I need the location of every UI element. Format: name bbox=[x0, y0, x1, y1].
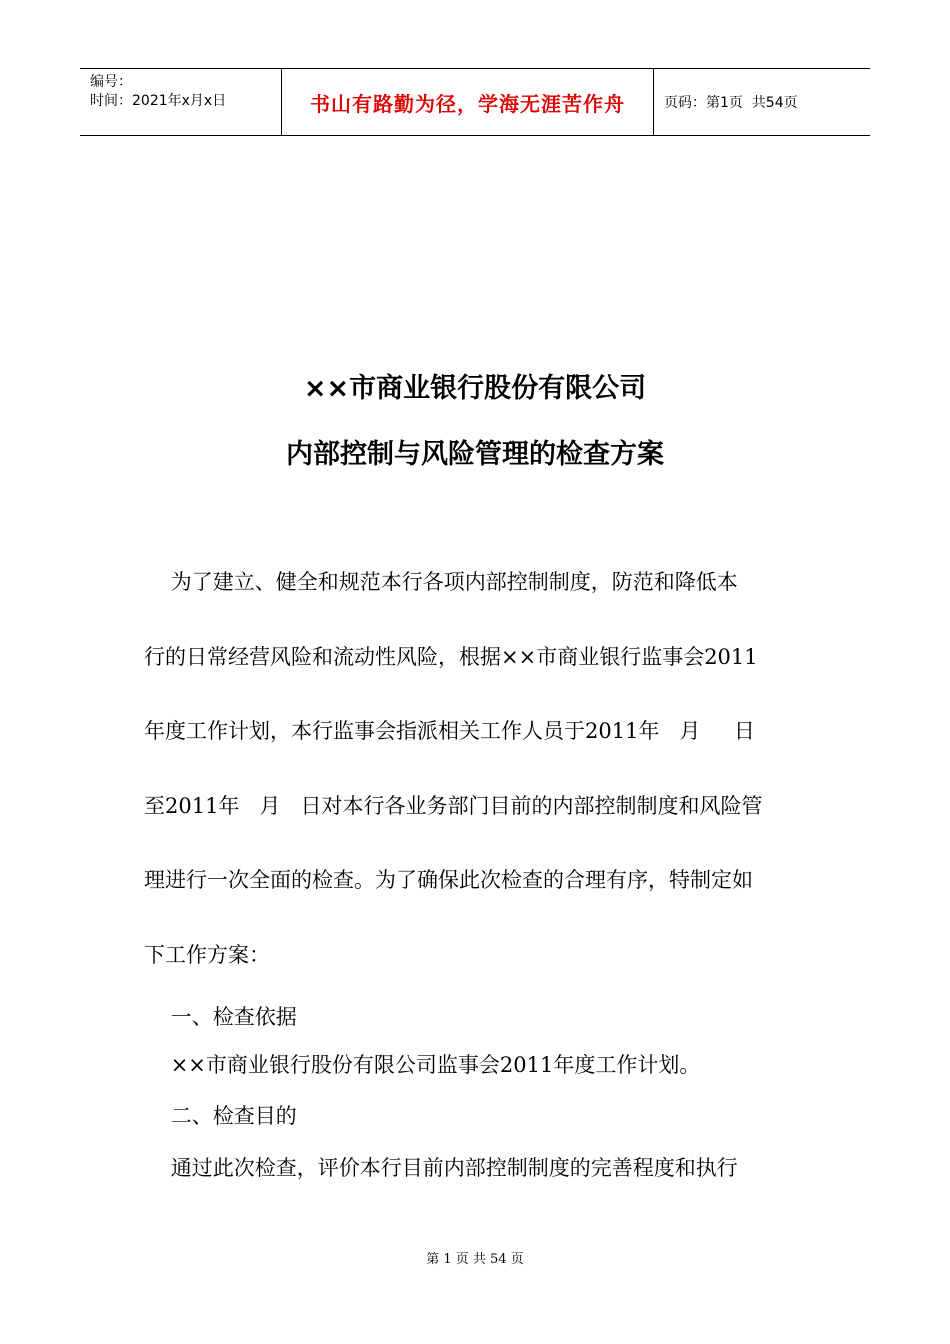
header-motto: 书山有路勤为径，学海无涯苦作舟 bbox=[282, 69, 654, 135]
header-page-label: 页码：第1页 共54页 bbox=[664, 95, 798, 111]
intro-line-1: 为了建立、健全和规范本行各项内部控制制度，防范和降低本 bbox=[144, 570, 738, 594]
section1-text: ××市商业银行股份有限公司监事会2011年度工作计划。 bbox=[144, 1053, 701, 1077]
page-footer: 第 1 页 共 54 页 bbox=[426, 1252, 524, 1267]
section2-heading: 二、检查目的 bbox=[144, 1104, 297, 1128]
intro-line-6: 下工作方案： bbox=[144, 943, 270, 967]
section1-heading: 一、检查依据 bbox=[144, 1005, 297, 1029]
document-title-line1: ××市商业银行股份有限公司 bbox=[303, 373, 647, 404]
intro-line-2: 行的日常经营风险和流动性风险，根据××市商业银行监事会2011 bbox=[144, 645, 758, 669]
page-header bbox=[80, 68, 870, 136]
document-title-line2: 内部控制与风险管理的检查方案 bbox=[286, 439, 664, 470]
header-page-info bbox=[654, 69, 870, 135]
intro-line-3: 年度工作计划，本行监事会指派相关工作人员于2011年 月 日 bbox=[144, 719, 755, 743]
header-meta bbox=[80, 69, 282, 135]
intro-line-5: 理进行一次全面的检查。为了确保此次检查的合理有序，特制定如 bbox=[144, 868, 753, 892]
section2-text: 通过此次检查，评价本行目前内部控制制度的完善程度和执行 bbox=[144, 1156, 738, 1180]
intro-line-4: 至2011年 月 日对本行各业务部门目前的内部控制制度和风险管 bbox=[144, 794, 763, 818]
document-time-label: 时间：2021年x月x日 bbox=[90, 93, 227, 109]
document-number-label: 编号： bbox=[90, 74, 132, 90]
